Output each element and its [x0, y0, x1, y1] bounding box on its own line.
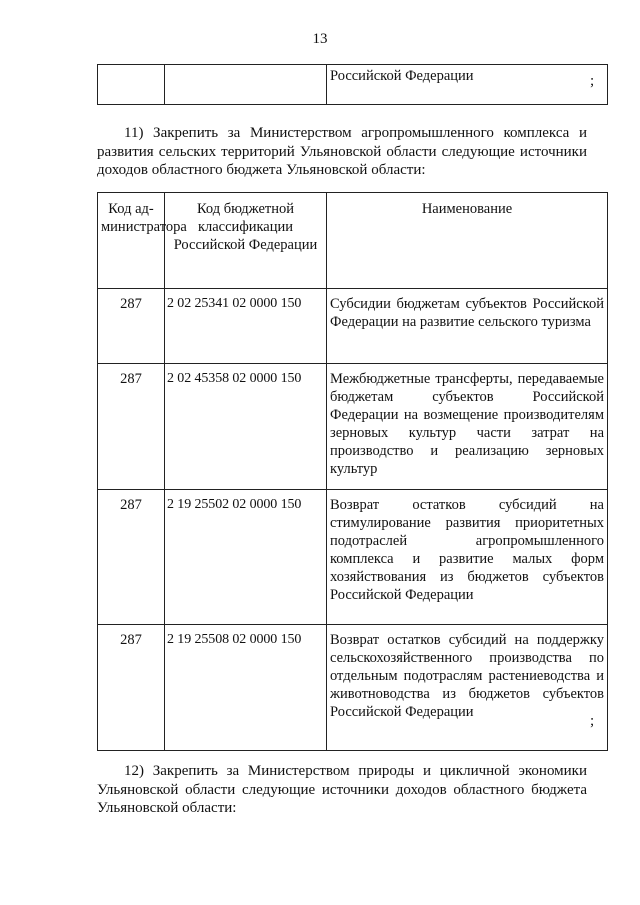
revenue-sources-table [97, 192, 608, 751]
continuation-name-cell: Российской Федерации [327, 65, 608, 105]
table-end-semicolon: ; [590, 713, 595, 729]
admin-code-cell: 287 [98, 364, 165, 490]
admin-code-cell: 287 [98, 289, 165, 364]
classification-cell: 2 02 45358 02 0000 150 [165, 364, 327, 490]
paragraph-11: 11) Закрепить за Министерством агропромышленного комплекса и развития сельских территорий Ульяновской области следующие источники доходов областного бюджета Ульяновской области: [97, 125, 587, 178]
header-classification: Код бюджетной классификации Российской Федерации [165, 193, 327, 289]
table-row [98, 289, 608, 364]
continuation-table [97, 64, 608, 105]
classification-cell: 2 02 25341 02 0000 150 [165, 289, 327, 364]
name-cell: Возврат остатков субсидий на стимулирование развития приоритетных подотраслей агропромышленного комплекса и развитие малых форм хозяйствования из бюджетов субъектов Российской Федерации [327, 490, 608, 625]
name-cell: Субсидии бюджетам субъектов Российской Федерации на развитие сельского туризма [327, 289, 608, 364]
name-cell: Возврат остатков субсидий на поддержку сельскохозяйственного производства по отдельным подотраслям растениеводства и животноводства из бюджетов субъектов Российской Федерации [327, 625, 608, 751]
admin-code-cell: 287 [98, 625, 165, 751]
classification-cell: 2 19 25508 02 0000 150 [165, 625, 327, 751]
continuation-code-cell [98, 65, 165, 105]
paragraph-12: 12) Закрепить за Министерством природы и цикличной экономики Ульяновской области следующие источники доходов областного бюджета Ульяновской области: [97, 763, 587, 816]
header-admin-code: Код ад-министратора [98, 193, 165, 289]
classification-cell: 2 19 25502 02 0000 150 [165, 490, 327, 625]
row-end-semicolon: ; [590, 73, 595, 89]
name-cell: Межбюджетные трансферты, передаваемые бюджетам субъектов Российской Федерации на возмещение производителям зерновых культур части затрат на производство и реализацию зерновых культур [327, 364, 608, 490]
table-row [98, 625, 608, 751]
table-row [98, 65, 608, 105]
table-row [98, 364, 608, 490]
admin-code-cell: 287 [98, 490, 165, 625]
continuation-classification-cell [165, 65, 327, 105]
table-row [98, 490, 608, 625]
page-number: 13 [312, 31, 328, 47]
header-name: Наименование [327, 193, 608, 289]
table-header-row [98, 193, 608, 289]
